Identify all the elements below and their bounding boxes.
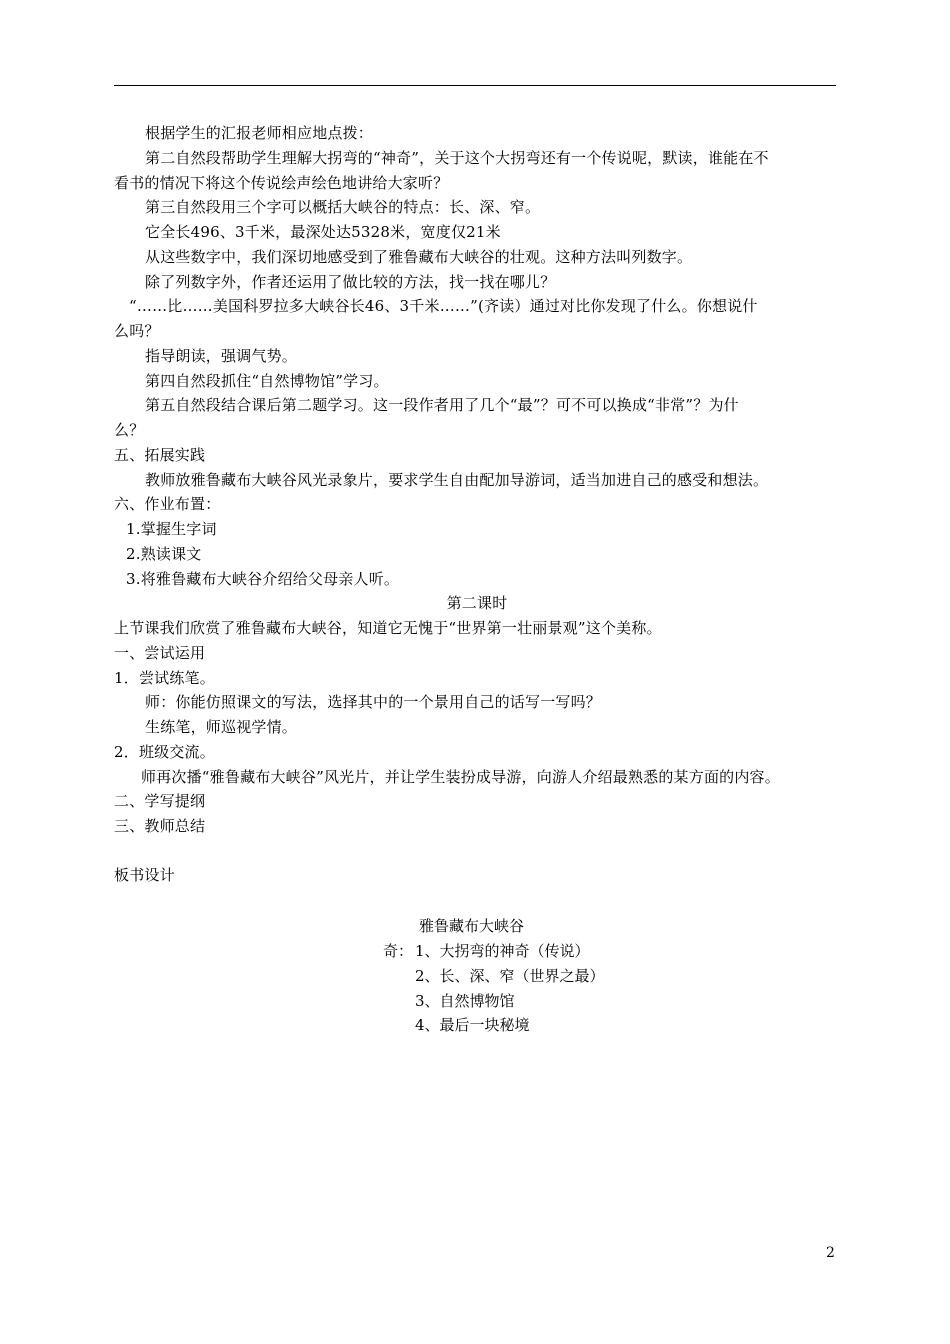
section-heading: 五、拓展实践 [114,446,206,464]
text-line: 除了列数字外，作者还运用了做比较的方法，找一找在哪儿？ [145,273,556,291]
list-item: 2.熟读课文 [126,545,202,563]
text-line: 根据学生的汇报老师相应地点拨： [145,124,374,142]
board-item: 4、最后一块秘境 [415,1016,530,1034]
text-line: 教师放雅鲁藏布大峡谷风光录象片，要求学生自由配加导游词，适当加进自己的感受和想法。 [145,471,769,489]
text-line: 师再次播“雅鲁藏布大峡谷”风光片，并让学生装扮成导游，向游人介绍最熟悉的某方面的内容。 [141,768,780,786]
text-line: 么吗？ [114,322,160,340]
section-heading: 三、教师总结 [114,817,206,835]
board-title: 雅鲁藏布大峡谷 [419,917,525,935]
text-line: 从这些数字中，我们深切地感受到了雅鲁藏布大峡谷的壮观。这种方法叫列数字。 [145,248,693,266]
text-line: 指导朗读，强调气势。 [145,347,298,365]
header-rule [114,85,836,86]
text-line: 看书的情况下将这个传说绘声绘色地讲给大家听？ [114,174,449,192]
text-line: 第二自然段帮助学生理解大拐弯的“神奇”，关于这个大拐弯还有一个传说呢，默读，谁能在不 [145,149,769,167]
section-heading: 六、作业布置： [114,495,221,513]
text-line: 生练笔，师巡视学情。 [145,718,298,736]
board-item: 1、大拐弯的神奇（传说） [415,942,590,960]
board-item: 2、长、深、窄（世界之最） [415,967,605,985]
text-line: 么？ [114,421,145,439]
text-line: 师：你能仿照课文的写法，选择其中的一个景用自己的话写一写吗？ [145,693,602,711]
board-lead: 奇： [383,942,414,960]
text-line: 第五自然段结合课后第二题学习。这一段作者用了几个“最”？可不可以换成“非常”？为什 [145,396,739,414]
text-line: 第三自然段用三个字可以概括大峡谷的特点：长、深、窄。 [145,198,541,216]
list-item: 1.掌握生字词 [126,520,217,538]
text-line: 上节课我们欣赏了雅鲁藏布大峡谷，知道它无愧于“世界第一壮丽景观”这个美称。 [114,619,662,637]
lesson-heading: 第二课时 [446,594,508,612]
board-item: 3、自然博物馆 [415,992,515,1010]
list-item: 2．班级交流。 [114,743,215,761]
list-item: 3.将雅鲁藏布大峡谷介绍给父母亲人听。 [126,570,400,588]
text-line: 它全长496、3千米，最深处达5328米，宽度仅21米 [145,223,501,241]
text-line: “……比……美国科罗拉多大峡谷长46、3千米……”(齐读）通过对比你发现了什么。你想说什 [129,297,758,315]
list-item: 1．尝试练笔。 [114,669,215,687]
section-heading: 二、学写提纲 [114,792,206,810]
board-design-label: 板书设计 [114,866,175,884]
text-line: 第四自然段抓住“自然博物馆”学习。 [145,372,389,390]
page-number: 2 [826,1245,835,1261]
section-heading: 一、尝试运用 [114,644,206,662]
